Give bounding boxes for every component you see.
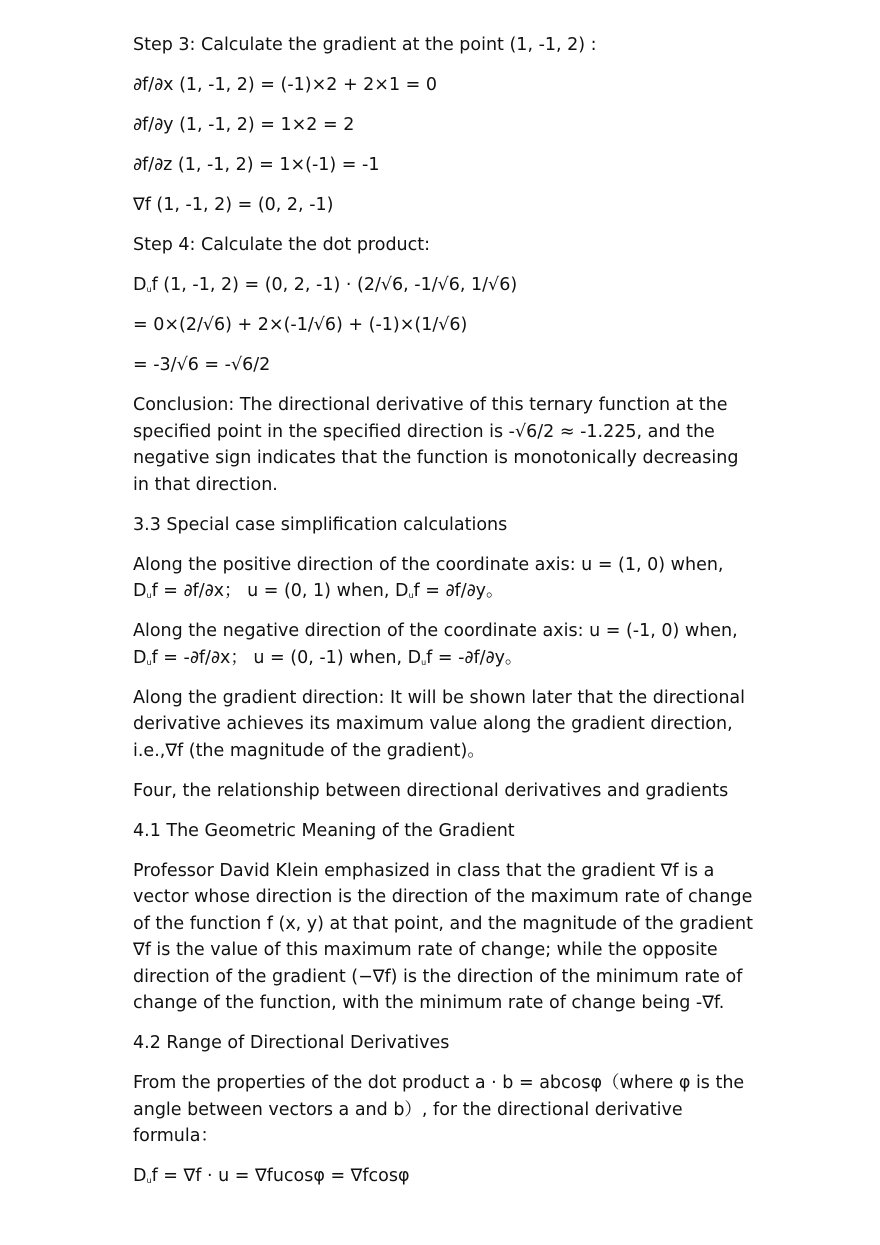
partial-y-equation: ∂f/∂y (1, -1, 2) = 1×2 = 2: [133, 115, 355, 135]
text-run: D: [133, 275, 147, 295]
subscript-u: u: [421, 657, 427, 667]
partial-z-equation: ∂f/∂z (1, -1, 2) = 1×(-1) = -1: [133, 155, 380, 175]
dot-product-properties-paragraph: From the properties of the dot product a · b = abcosφ（where φ is the angle between vectors a and b）, for the directional derivative formula：: [133, 1073, 745, 1146]
text-run: f = -∂f/∂x； u = (0, -1) when, D: [151, 647, 422, 668]
directional-derivative-formula: [133, 1163, 753, 1190]
subscript-u: u: [146, 1176, 152, 1185]
subscript-u: u: [146, 657, 152, 667]
conclusion-paragraph: Conclusion: The directional derivative of this ternary function at the specified point in the specified direction is -√6/2 ≈ -1.225, and the negative sign indicates that the function is monotonically decreasing in that direction.: [133, 395, 739, 495]
text-run: Along the negative direction of the coordinate axis: u = (-1, 0) when, D: [133, 621, 738, 668]
text-run: f = ∂f/∂y。: [413, 581, 504, 601]
text-run: f = -∂f/∂y。: [426, 647, 523, 668]
text-run: f (1, -1, 2) = (0, 2, -1) · (2/√6, -1/√6, 1/√6): [151, 275, 518, 295]
text-run: f = ∂f/∂x； u = (0, 1) when, D: [151, 581, 409, 601]
text-run: Along the positive direction of the coordinate axis: u = (1, 0) when, D: [133, 554, 724, 601]
step4-heading: Step 4: Calculate the dot product:: [133, 235, 431, 255]
section-four-heading: Four, the relationship between directional derivatives and gradients: [133, 780, 729, 801]
gradient-direction-paragraph: Along the gradient direction: It will be shown later that the directional derivative achieves its maximum value along the gradient direction, i.e.,∇f (the magnitude of the gradient)。: [133, 687, 746, 761]
text-run: D: [133, 1166, 147, 1186]
subscript-u: u: [146, 285, 152, 294]
dot-product-result: = -3/√6 = -√6/2: [133, 355, 271, 375]
geometric-meaning-paragraph: Professor David Klein emphasized in class that the gradient ∇f is a vector whose direction is the direction of the maximum rate of change of the function f (x, y) at that point, and the magnitude of the gradient ∇f is the value of this maximum rate of change; while the opposite direction of the gradient (−∇f) is the direction of the minimum rate of change of the function, with the minimum rate of change being -∇f.: [133, 860, 753, 1013]
section-4-2-heading: 4.2 Range of Directional Derivatives: [133, 1033, 450, 1053]
text-run: f = ∇f · u = ∇fucosφ = ∇fcosφ: [151, 1166, 410, 1186]
subscript-u: u: [408, 591, 414, 600]
document-page: [133, 32, 753, 1203]
positive-axis-paragraph: [133, 552, 753, 605]
dot-product-equation: [133, 272, 753, 299]
subscript-u: u: [146, 591, 152, 600]
section-4-1-heading: 4.1 The Geometric Meaning of the Gradient: [133, 820, 515, 841]
section-3-3-heading: 3.3 Special case simplification calculations: [133, 514, 508, 535]
step3-heading: Step 3: Calculate the gradient at the point (1, -1, 2) :: [133, 35, 597, 55]
partial-x-equation: ∂f/∂x (1, -1, 2) = (-1)×2 + 2×1 = 0: [133, 75, 438, 95]
dot-product-expansion: = 0×(2/√6) + 2×(-1/√6) + (-1)×(1/√6): [133, 315, 468, 335]
negative-axis-paragraph: [133, 618, 753, 671]
gradient-result: ∇f (1, -1, 2) = (0, 2, -1): [133, 195, 334, 215]
